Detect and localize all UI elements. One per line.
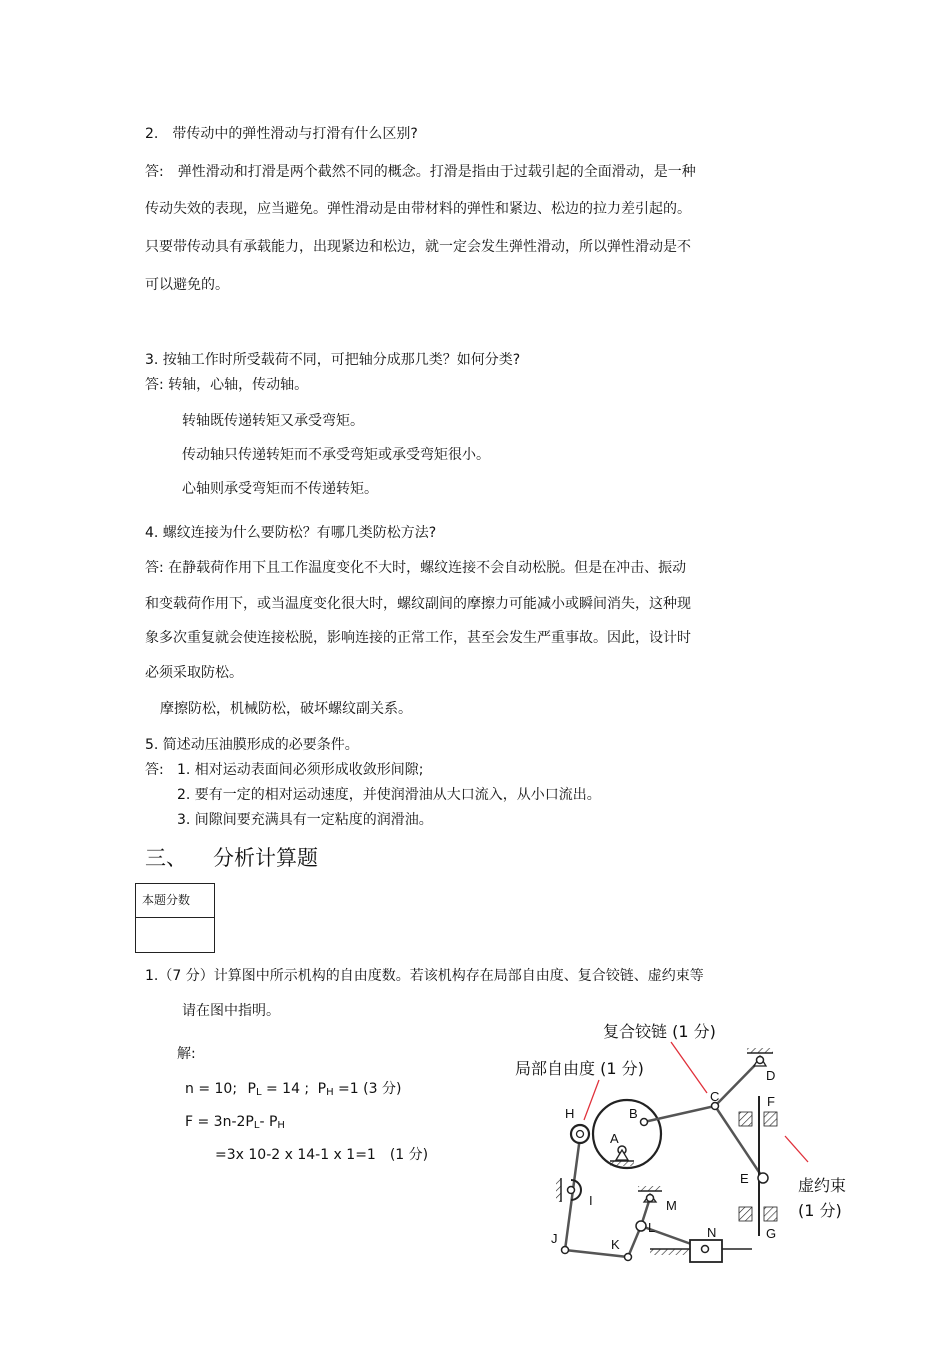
label-c: C	[710, 1089, 720, 1104]
label-f: F	[767, 1094, 775, 1109]
eq2-sub1: L	[253, 1120, 260, 1131]
section-number: 三、	[145, 846, 187, 870]
q4-line-1: 答: 在静载荷作用下且工作温度变化不大时，螺纹连接不会自动松脱。但是在冲击、振动	[145, 560, 687, 576]
q5-item-3: 3. 间隙间要充满具有一定粘度的润滑油。	[177, 812, 433, 828]
label-a: A	[610, 1131, 619, 1146]
eq1-ph: P	[317, 1081, 327, 1097]
label-d: D	[766, 1068, 776, 1083]
q4-line-2: 和变载荷作用下，或当温度变化很大时，螺纹副间的摩擦力可能减小或瞬间消失，这种现	[145, 596, 691, 612]
label-b: B	[629, 1106, 638, 1121]
label-k: K	[611, 1237, 620, 1252]
q2-title: 2. 带传动中的弹性滑动与打滑有什么区别?	[145, 126, 418, 142]
q3-title: 3. 按轴工作时所受载荷不同，可把轴分成那几类？如何分类?	[145, 352, 521, 368]
q3-item-3: 心轴则承受弯矩而不传递转矩。	[182, 481, 378, 497]
p1-title: 1.（7 分）计算图中所示机构的自由度数。若该机构存在局部自由度、复合铰链、虚约束等	[145, 968, 704, 984]
p1-eq3: =3x 10-2 x 14-1 x 1=1 (1 分)	[215, 1147, 429, 1163]
q2-line-1: 答: 弹性滑动和打滑是两个截然不同的概念。打滑是指由于过载引起的全面滑动，是一种	[145, 164, 696, 180]
q2-line-4: 可以避免的。	[145, 277, 229, 293]
eq2-sub2: H	[277, 1120, 285, 1131]
score-box-label: 本题分数	[136, 884, 214, 918]
q5-answer-prefix: 答:	[145, 762, 164, 778]
label-j: J	[551, 1231, 558, 1246]
eq1-pl-sub: L	[255, 1087, 262, 1098]
q5-item-2: 2. 要有一定的相对运动速度，并使润滑油从大口流入，从小口流出。	[177, 787, 601, 803]
q4-line-4: 必须采取防松。	[145, 665, 243, 681]
eq2-mid: - P	[259, 1114, 278, 1130]
q5-title: 5. 简述动压油膜形成的必要条件。	[145, 737, 359, 753]
q3-item-1: 转轴既传递转矩又承受弯矩。	[182, 413, 364, 429]
eq1-pl-val: = 14 ;	[261, 1081, 310, 1097]
eq2-lead: F = 3n-2P	[185, 1114, 254, 1130]
label-h: H	[565, 1106, 575, 1121]
eq1-ph-sub: H	[326, 1087, 334, 1098]
ann-redundant-1: 虚约束	[798, 1176, 847, 1195]
eq1-pl: P	[247, 1081, 256, 1097]
label-m: M	[666, 1198, 677, 1213]
label-g: G	[766, 1226, 777, 1241]
eq1-ph-val: =1 (3 分)	[333, 1081, 402, 1097]
q4-methods: 摩擦防松，机械防松，破坏螺纹副关系。	[160, 701, 412, 717]
q4-title: 4. 螺纹连接为什么要防松？有哪几类防松方法?	[145, 525, 437, 541]
ann-local-dof: 局部自由度 (1 分)	[515, 1059, 644, 1078]
label-i: I	[589, 1193, 593, 1208]
label-e: E	[740, 1171, 749, 1186]
label-l: L	[648, 1220, 656, 1235]
q2-line-2: 传动失效的表现，应当避免。弹性滑动是由带材料的弹性和紧边、松边的拉力差引起的。	[145, 201, 691, 217]
ann-redundant-2: (1 分)	[798, 1201, 842, 1220]
redundant-pointer	[785, 1136, 808, 1162]
q2-line-3: 只要带传动具有承载能力，出现紧边和松边，就一定会发生弹性滑动，所以弹性滑动是不	[145, 239, 691, 255]
joints	[562, 1057, 769, 1261]
section-title: 分析计算题	[213, 846, 318, 870]
ann-compound-hinge: 复合铰链 (1 分)	[603, 1022, 716, 1041]
eq1-n: n = 10;	[185, 1081, 238, 1097]
q3-answer: 答: 转轴，心轴，传动轴。	[145, 377, 309, 393]
local-dof-pointer	[584, 1080, 599, 1120]
q4-line-3: 象多次重复就会使连接松脱，影响连接的正常工作，甚至会发生严重事故。因此，设计时	[145, 630, 691, 646]
p1-solution-label: 解:	[177, 1046, 196, 1062]
p1-title-2: 请在图中指明。	[182, 1003, 280, 1019]
q3-item-2: 传动轴只传递转矩而不承受弯矩或承受弯矩很小。	[182, 447, 490, 463]
compound-hinge-pointer	[671, 1042, 707, 1093]
q5-item-1: 1. 相对运动表面间必须形成收敛形间隙;	[177, 762, 424, 778]
label-n: N	[707, 1225, 717, 1240]
